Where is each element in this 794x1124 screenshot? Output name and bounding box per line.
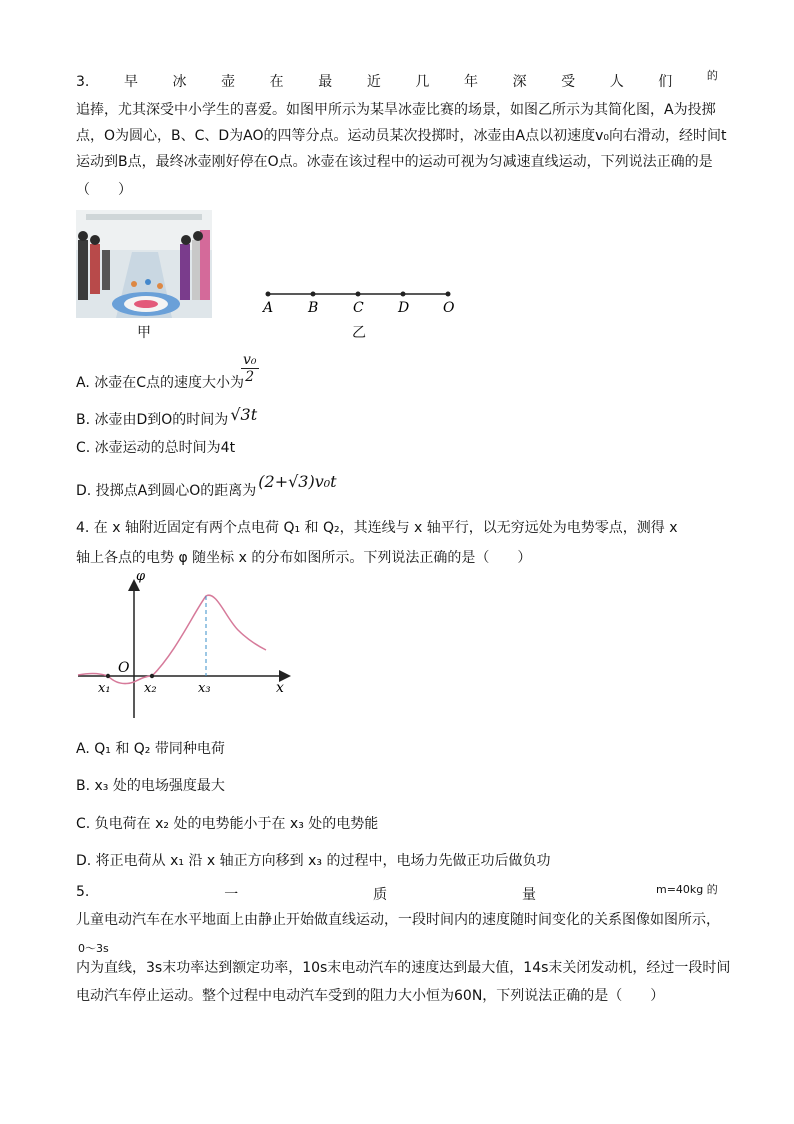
x1-label: x₁ xyxy=(98,681,111,696)
point-d-label: D xyxy=(398,300,410,316)
q3-number: 3. xyxy=(76,74,90,90)
q3-word: 几 xyxy=(415,74,430,90)
origin-label: O xyxy=(118,660,130,676)
q3-option-a-text: A. 冰壶在C点的速度大小为 xyxy=(76,375,245,391)
point-b-label: B xyxy=(308,300,319,316)
q3-word-tail: 的 xyxy=(706,69,718,82)
potential-graph xyxy=(76,572,296,722)
fraction-denominator: 2 xyxy=(245,369,255,385)
q3-option-d xyxy=(76,472,337,500)
point-o-dot xyxy=(446,292,451,297)
q3-word: 受 xyxy=(561,74,576,90)
potential-curve xyxy=(78,595,266,683)
q3-option-a xyxy=(76,372,244,392)
q3-word: 在 xyxy=(269,74,284,90)
q3-option-b-text: B. 冰壶由D到O的时间为 xyxy=(76,412,229,428)
q3-word: 近 xyxy=(366,74,381,90)
q5-mass: m=40kg 的 xyxy=(656,883,718,896)
q3-line-2: 追捧，尤其深受中小学生的喜爱。如图甲所示为某旱冰壶比赛的场景，如图乙所示为其简化图，A为投掷 xyxy=(76,102,716,118)
q5-word: 质 xyxy=(373,887,388,903)
q5-line-4: 电动汽车停止运动。整个过程中电动汽车受到的阻力大小恒为60N，下列说法正确的是（ ） xyxy=(76,988,665,1004)
q3-option-d-text: D. 投掷点A到圆心O的距离为 xyxy=(76,483,257,499)
q5-interval: 0～3s xyxy=(78,942,109,955)
phi-axis-label: φ xyxy=(136,572,146,584)
q5-line-2: 儿童电动汽车在水平地面上由静止开始做直线运动，一段时间内的速度随时间变化的关系图像如图所示， xyxy=(76,912,720,928)
q3-line-4: 运动到B点，最终冰壶刚好停在O点。冰壶在该过程中的运动可视为匀减速直线运动，下列说法正确的是 xyxy=(76,154,713,170)
x2-dot xyxy=(150,674,154,678)
q4-option-d: D. 将正电荷从 x₁ 沿 x 轴正方向移到 x₃ 的过程中，电场力先做正功后做负功 xyxy=(76,853,551,869)
point-a-label: A xyxy=(263,300,274,316)
figure-yi-caption: 乙 xyxy=(352,325,366,341)
q3-word: 早 xyxy=(123,74,138,90)
point-d-dot xyxy=(401,292,406,297)
q3-option-d-math: (2+√3)v₀t xyxy=(258,472,337,491)
point-line-diagram xyxy=(256,286,462,316)
q3-word: 冰 xyxy=(172,74,187,90)
q3-option-b-math: √3t xyxy=(230,405,258,424)
fraction-numerator: v₀ xyxy=(243,352,257,368)
q5-number: 5. xyxy=(76,884,90,900)
point-b-dot xyxy=(311,292,316,297)
point-c-label: C xyxy=(353,300,364,316)
q3-answer-paren: （ ） xyxy=(76,182,132,198)
q3-option-a-fraction xyxy=(241,352,259,385)
q3-word: 最 xyxy=(318,74,333,90)
q3-word: 壶 xyxy=(221,74,236,90)
q3-word: 人 xyxy=(609,74,624,90)
q3-first-line xyxy=(76,69,718,92)
q3-word: 深 xyxy=(512,74,527,90)
q5-first-line xyxy=(76,884,536,904)
q4-option-b: B. x₃ 处的电场强度最大 xyxy=(76,778,225,794)
x2-label: x₂ xyxy=(144,681,157,696)
q5-word: 量 xyxy=(521,887,536,903)
point-a-dot xyxy=(266,292,271,297)
x1-dot xyxy=(106,674,110,678)
figure-jia-caption: 甲 xyxy=(137,325,151,341)
q3-word: 年 xyxy=(463,74,478,90)
q4-line-1: 4. 在 x 轴附近固定有两个点电荷 Q₁ 和 Q₂，其连线与 x 轴平行，以无穷远处为电势零点，测得 x xyxy=(76,520,678,536)
q3-word: 们 xyxy=(658,74,673,90)
q5-word: 一 xyxy=(224,887,239,903)
q3-option-c: C. 冰壶运动的总时间为4t xyxy=(76,440,236,456)
x-axis-label: x xyxy=(276,680,284,696)
q5-line-3: 内为直线，3s末功率达到额定功率，10s末电动汽车的速度达到最大值，14s末关闭发动机，经过一段时间 xyxy=(76,960,731,976)
point-c-dot xyxy=(356,292,361,297)
point-o-label: O xyxy=(443,300,455,316)
curling-photo xyxy=(76,210,212,318)
q3-line-3: 点，O为圆心，B、C、D为AO的四等分点。运动员某次投掷时，冰壶由A点以初速度v₀向右滑动，经时间t xyxy=(76,128,727,144)
q4-line-2: 轴上各点的电势 φ 随坐标 x 的分布如图所示。下列说法正确的是（ ） xyxy=(76,550,532,566)
q3-option-b xyxy=(76,405,258,429)
x3-label: x₃ xyxy=(198,681,211,696)
q4-option-a: A. Q₁ 和 Q₂ 带同种电荷 xyxy=(76,741,225,757)
q4-option-c: C. 负电荷在 x₂ 处的电势能小于在 x₃ 处的电势能 xyxy=(76,816,379,832)
